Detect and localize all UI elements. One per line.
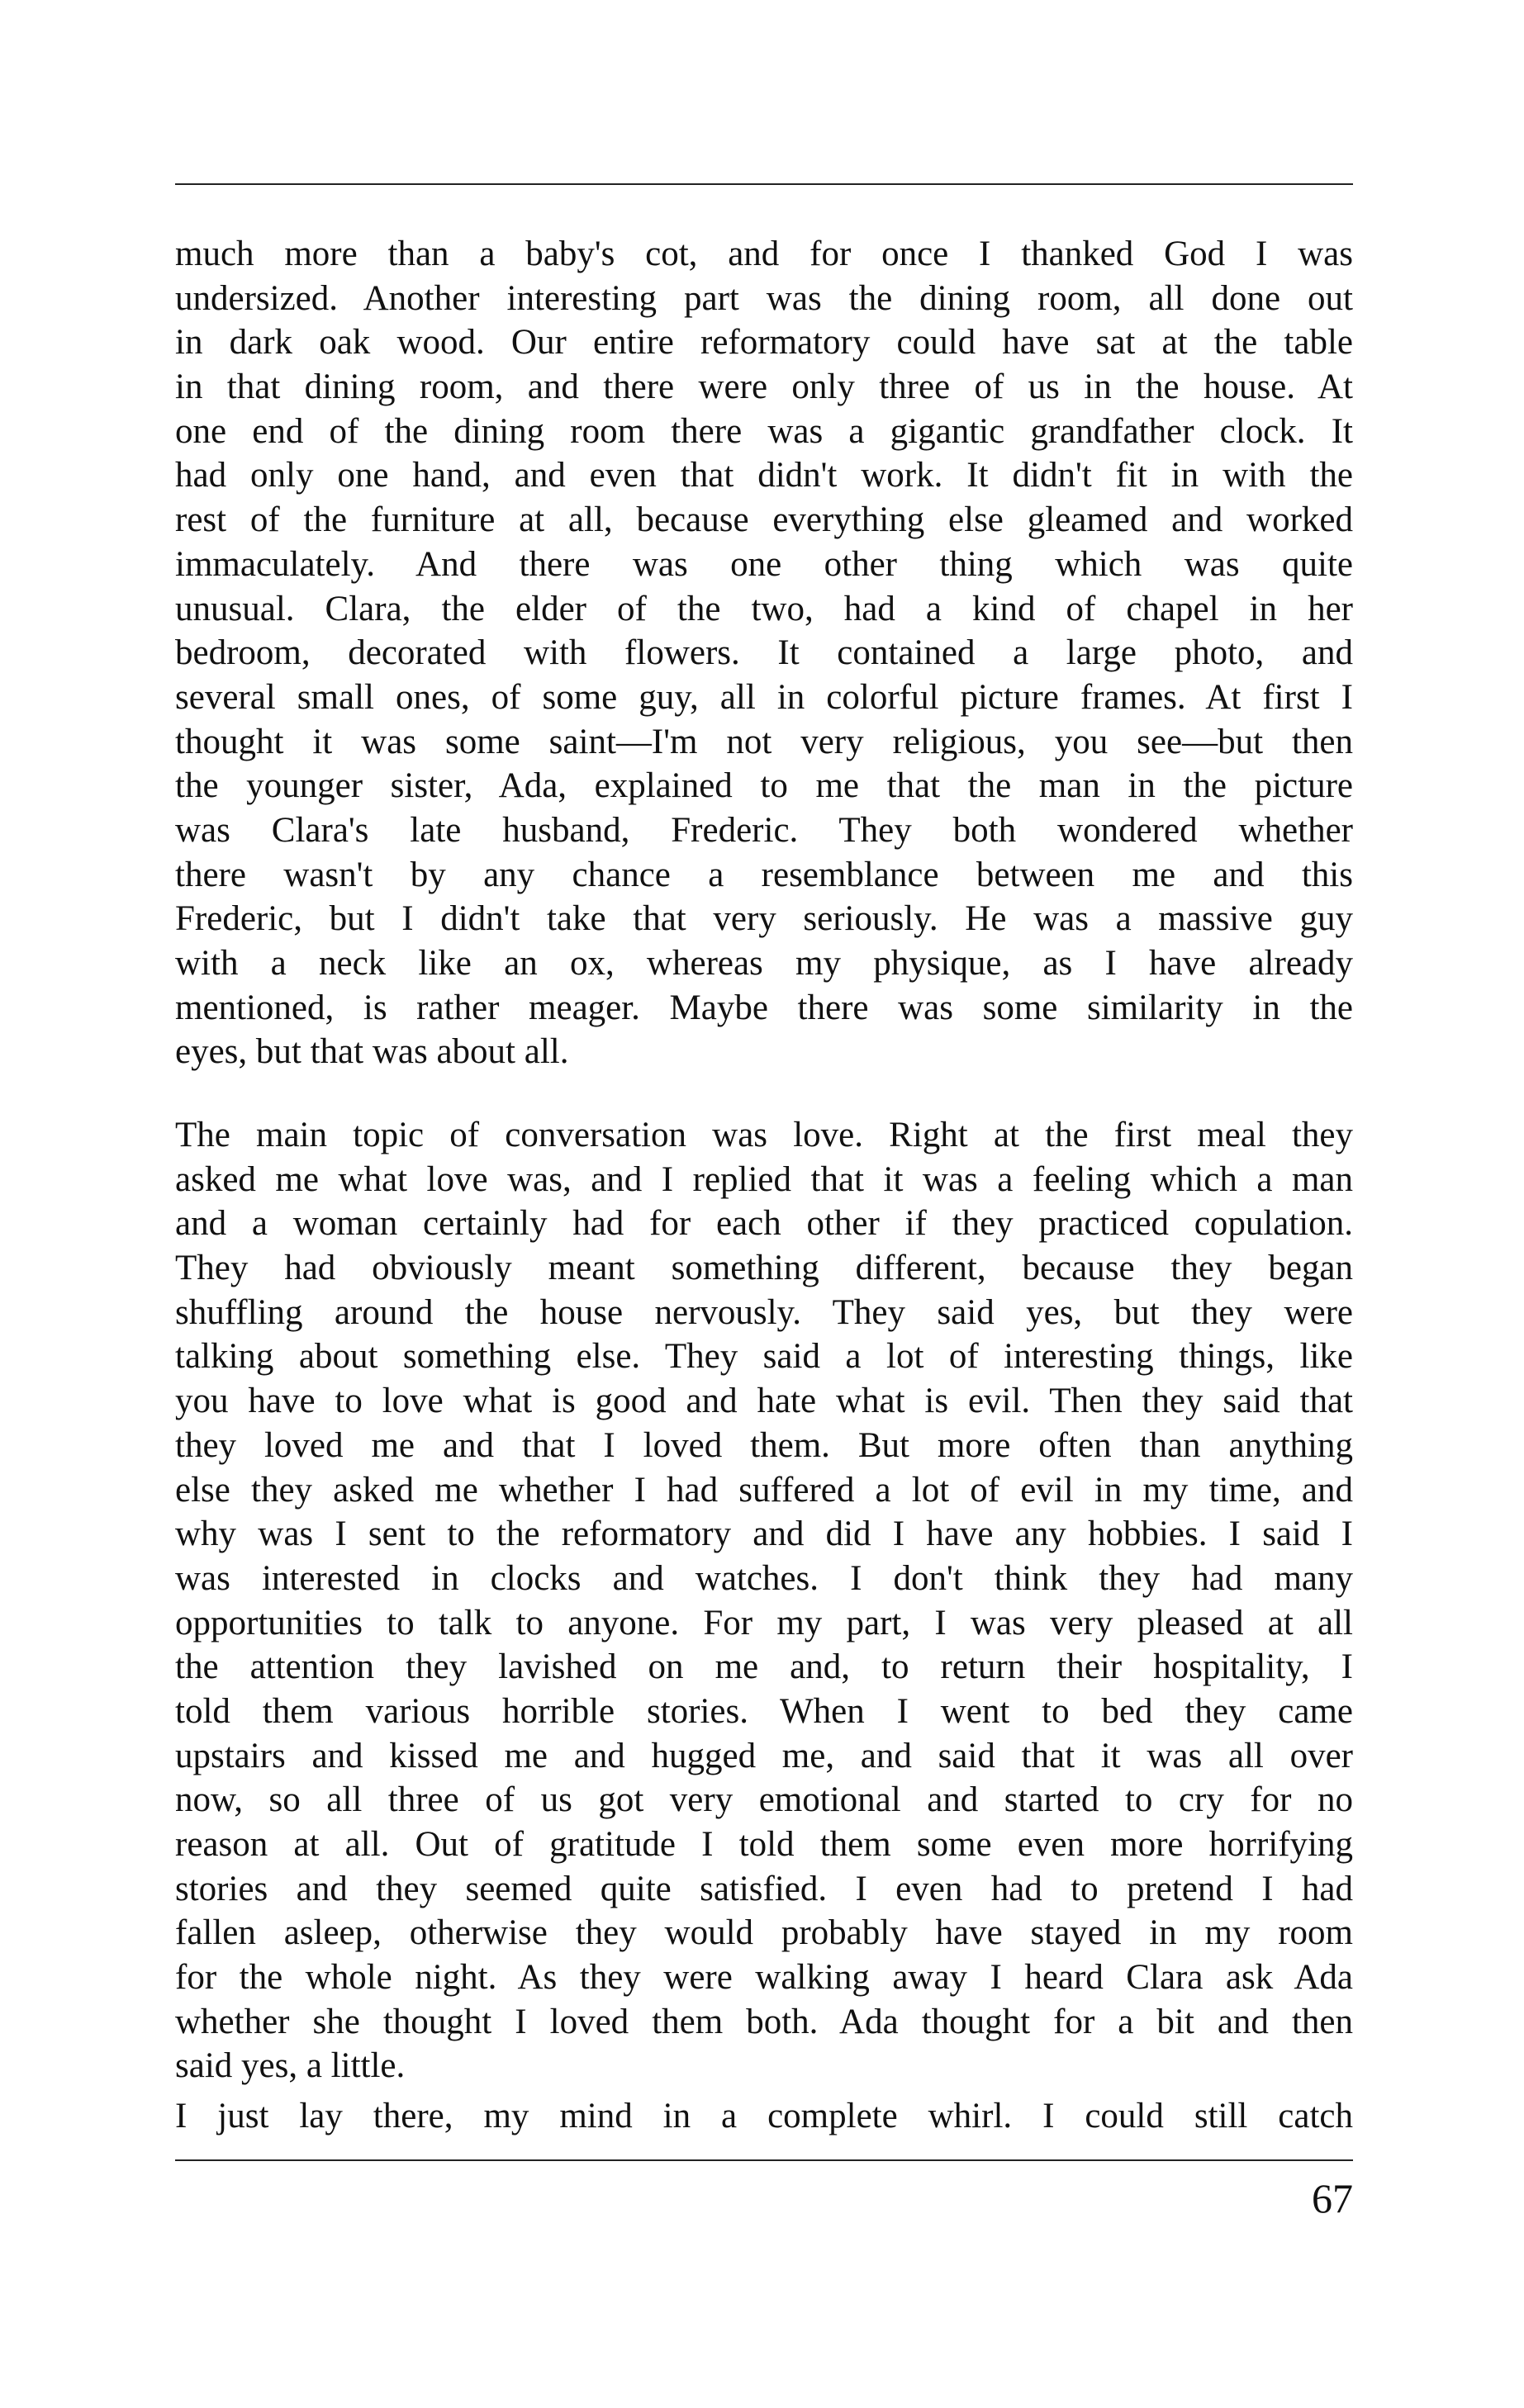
text-line: fallen asleep, otherwise they would probably have stayed in my room xyxy=(175,1913,1353,1953)
text-line: the attention they lavished on me and, to return their hospitality, I xyxy=(175,1647,1353,1687)
text-line: was interested in clocks and watches. I don't think they had many xyxy=(175,1558,1353,1598)
text-line: Frederic, but I didn't take that very seriously. He was a massive guy xyxy=(175,899,1353,939)
text-line: thought it was some saint—I'm not very religious, you see—but then xyxy=(175,722,1353,761)
paragraph xyxy=(175,1113,1353,2088)
text-line: They had obviously meant something different, because they began xyxy=(175,1249,1353,1288)
text-line: else they asked me whether I had suffered a lot of evil in my time, and xyxy=(175,1470,1353,1510)
text-line: bedroom, decorated with flowers. It contained a large photo, and xyxy=(175,633,1353,673)
text-line: why was I sent to the reformatory and did I have any hobbies. I said I xyxy=(175,1514,1353,1554)
text-line: was Clara's late husband, Frederic. They both wondered whether xyxy=(175,810,1353,850)
text-line: stories and they seemed quite satisfied. I even had to pretend I had xyxy=(175,1869,1353,1908)
text-line: one end of the dining room there was a gigantic grandfather clock. It xyxy=(175,411,1353,451)
text-line: whether she thought I loved them both. Ada thought for a bit and then xyxy=(175,2002,1353,2041)
text-line: there wasn't by any chance a resemblance between me and this xyxy=(175,855,1353,894)
text-line: unusual. Clara, the elder of the two, had a kind of chapel in her xyxy=(175,589,1353,628)
text-line: they loved me and that I loved them. But more often than anything xyxy=(175,1425,1353,1465)
text-line: much more than a baby's cot, and for once I thanked God I was xyxy=(175,235,1353,273)
text-line: asked me what love was, and I replied that it was a feeling which a man xyxy=(175,1159,1353,1199)
text-line: said yes, a little. xyxy=(175,2046,406,2086)
text-line: several small ones, of some guy, all in colorful picture frames. At first I xyxy=(175,677,1353,717)
text-line: in that dining room, and there were only three of us in the house. At xyxy=(175,367,1353,407)
footer-rule xyxy=(175,2159,1353,2161)
text-line: shuffling around the house nervously. They said yes, but they were xyxy=(175,1292,1353,1332)
text-line: now, so all three of us got very emotional and started to cry for no xyxy=(175,1780,1353,1820)
text-line: undersized. Another interesting part was the dining room, all done out xyxy=(175,278,1353,318)
text-line: The main topic of conversation was love. Right at the first meal they xyxy=(175,1116,1353,1154)
page-number: 67 xyxy=(1312,2175,1353,2221)
text-line: talking about something else. They said a lot of interesting things, like xyxy=(175,1337,1353,1377)
text-line: mentioned, is rather meager. Maybe there was some similarity in the xyxy=(175,988,1353,1027)
text-line: upstairs and kissed me and hugged me, and said that it was all over xyxy=(175,1736,1353,1775)
text-line: for the whole night. As they were walking away I heard Clara ask Ada xyxy=(175,1958,1353,1998)
text-line: told them various horrible stories. When I went to bed they came xyxy=(175,1691,1353,1731)
paragraph xyxy=(175,2094,1353,2139)
text-line: had only one hand, and even that didn't work. It didn't fit in with the xyxy=(175,456,1353,495)
text-line: with a neck like an ox, whereas my physique, as I have already xyxy=(175,944,1353,983)
text-line: rest of the furniture at all, because everything else gleamed and worked xyxy=(175,500,1353,540)
header-rule xyxy=(175,183,1353,185)
paragraph xyxy=(175,232,1353,1074)
text-line: I just lay there, my mind in a complete whirl. I could still catch xyxy=(175,2097,1353,2135)
text-line: reason at all. Out of gratitude I told them some even more horrifying xyxy=(175,1825,1353,1864)
text-line: and a woman certainly had for each other if they practiced copulation. xyxy=(175,1204,1353,1244)
text-line: eyes, but that was about all. xyxy=(175,1032,569,1072)
text-line: opportunities to talk to anyone. For my part, I was very pleased at all xyxy=(175,1603,1353,1642)
text-line: you have to love what is good and hate what is evil. Then they said that xyxy=(175,1382,1353,1421)
text-line: in dark oak wood. Our entire reformatory could have sat at the table xyxy=(175,323,1353,363)
text-line: immaculately. And there was one other thing which was quite xyxy=(175,544,1353,584)
text-line: the younger sister, Ada, explained to me that the man in the picture xyxy=(175,766,1353,806)
